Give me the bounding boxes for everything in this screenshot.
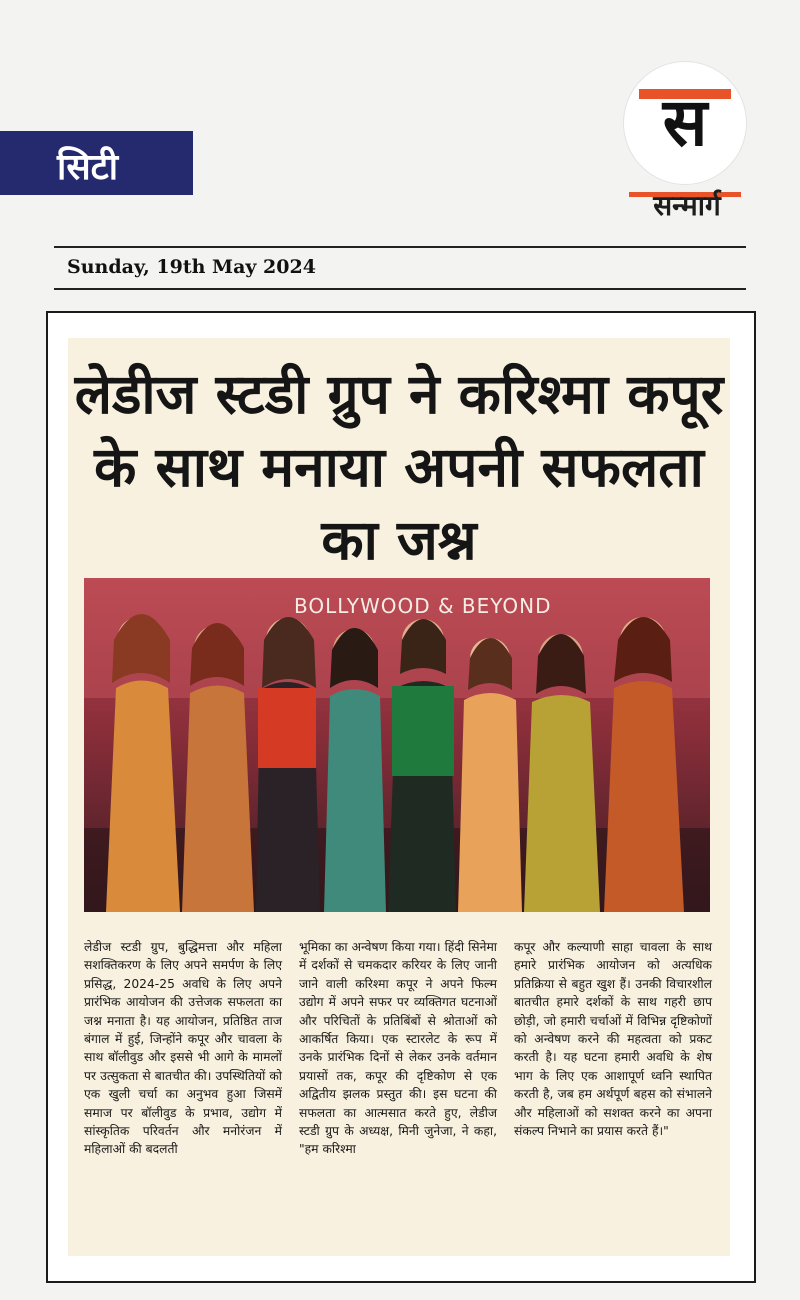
article-column-3: कपूर और कल्याणी साहा चावला के साथ हमारे प्रारंभिक आयोजन को अत्यधिक प्रतिक्रिया से बहुत खुश हैं। उनकी विचारशील बातचीत हमारे दर्शकों के साथ गहरी छाप छोड़ी, जो हमारी चर्चाओं में विभिन्न दृष्टिकोणों को अन्वेषण करने की महत्वता को प्रकट करती है। यह घटना हमारी अवधि के शेष भाग के लिए एक आशापूर्ण ध्वनि स्थापित करती है, जब हम अर्थपूर्ण बहस को संभालने और महिलाओं को सशक्त करने का अपना संकल्प निभाने का प्रयास करते हैं।" xyxy=(514,940,712,1139)
news-clipping xyxy=(68,338,730,1256)
article-column-2: भूमिका का अन्वेषण किया गया। हिंदी सिनेमा में दर्शकों से चमकदार करियर के लिए जानी जाने वाली करिश्मा कपूर ने अपने फिल्म उद्योग में अपने सफर पर व्यक्तिगत घटनाओं और परिचितों के प्रतिबिंबों से श्रोताओं को आकर्षित किया। एक स्टारलेट के रूप में उनके प्रारंभिक दिनों से लेकर उनके वर्तमान प्रयासों तक, कपूर की दृष्टिकोण से एक अद्वितीय झलक प्रस्तुत की। इस घटना की सफलता का आत्मसात करते हुए, लेडीज स्टडी ग्रुप के अध्यक्ष, मिनी जुनेजा, ने कहा, "हम करिश्मा xyxy=(299,940,497,1157)
person-3 xyxy=(256,617,320,912)
publication-date: Sunday, 19th May 2024 xyxy=(67,256,316,278)
person-4 xyxy=(324,628,386,912)
event-photo xyxy=(84,578,710,912)
logo-name: सन्मार्ग xyxy=(653,189,721,222)
bottom-rule xyxy=(54,288,746,290)
person-2 xyxy=(182,623,254,912)
top-rule xyxy=(54,246,746,248)
section-tag xyxy=(0,131,193,195)
section-label: सिटी xyxy=(57,147,119,188)
article-column-1: लेडीज स्टडी ग्रुप, बुद्धिमत्ता और महिला सशक्तिकरण के लिए अपने समर्पण के लिए प्रसिद्ध, 2024-25 अवधि के लिए अपने प्रारंभिक आयोजन की उत्तेजक सफलता का जश्न मनाता है। यह आयोजन, प्रतिष्ठित ताज बंगाल में हुई, जिन्होंने कपूर और चावला के साथ बॉलीवुड और इससे भी आगे के मामलों पर उत्सुकता से बातचीत की। उपस्थितियों को एक खुली चर्चा का अनुभव हुआ जिसमें समाज पर बॉलीवुड के प्रभाव, उद्योग में सांस्कृतिक परिवर्तन और मनोरंजन में महिलाओं की बदलती xyxy=(84,940,282,1157)
logo-glyph: स xyxy=(662,84,708,161)
person-1 xyxy=(106,614,180,912)
newspaper-logo xyxy=(624,62,746,184)
article-headline: लेडीज स्टडी ग्रुप ने करिश्मा कपूर के साथ मनाया अपनी सफलता का जश्न xyxy=(74,362,724,572)
backdrop-text: BOLLYWOOD & BEYOND xyxy=(294,594,552,618)
event-photo-illustration xyxy=(84,578,710,912)
